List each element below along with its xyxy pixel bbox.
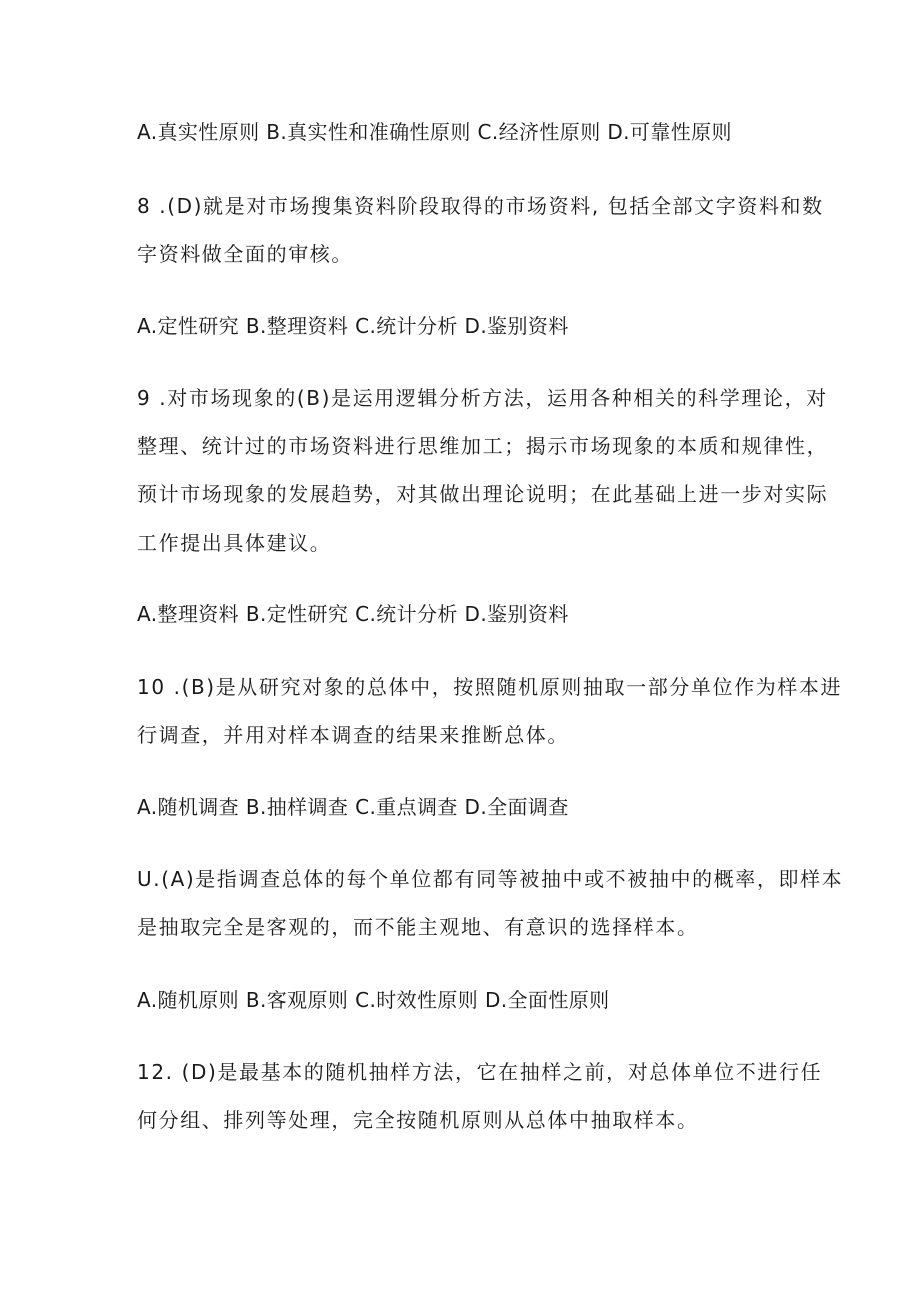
q10-options: A.随机调查 B.抽样调查 C.重点调查 D.全面调查 [137,795,569,819]
q7-options: A.真实性原则 B.真实性和准确性原则 C.经济性原则 D.可靠性原则 [137,120,732,144]
q10-line-2: 行调查，并用对样本调查的结果来推断总体。 [137,723,569,747]
q8-line-2: 字资料做全面的审核。 [137,242,353,266]
q9-options: A.整理资料 B.定性研究 C.统计分析 D.鉴别资料 [137,602,569,626]
q9-line-4: 工作提出具体建议。 [137,531,332,555]
q8-line-1: 8 .(D)就是对市场搜集资料阶段取得的市场资料, 包括全部文字资料和数 [137,194,824,218]
q11-line-1: U.(A)是指调查总体的每个单位都有同等被抽中或不被抽中的概率，即样本 [137,867,844,891]
q11-line-2: 是抽取完全是客观的，而不能主观地、有意识的选择样本。 [137,915,699,939]
q11-options: A.随机原则 B.客观原则 C.时效性原则 D.全面性原则 [137,988,610,1012]
q10-line-1: 10 .(B)是从研究对象的总体中，按照随机原则抽取一部分单位作为样本进 [137,675,843,699]
q9-line-3: 预计市场现象的发展趋势，对其做出理论说明；在此基础上进一步对实际 [137,482,829,506]
q12-line-1: 12. (D)是最基本的随机抽样方法，它在抽样之前，对总体单位不进行任 [137,1060,823,1084]
q8-options: A.定性研究 B.整理资料 C.统计分析 D.鉴别资料 [137,314,569,338]
q12-line-2: 何分组、排列等处理，完全按随机原则从总体中抽取样本。 [137,1108,699,1132]
q9-line-2: 整理、统计过的市场资料进行思维加工；揭示市场现象的本质和规律性， [137,434,829,458]
q9-line-1: 9 .对市场现象的(B)是运用逻辑分析方法，运用各种相关的科学理论，对 [137,386,828,410]
